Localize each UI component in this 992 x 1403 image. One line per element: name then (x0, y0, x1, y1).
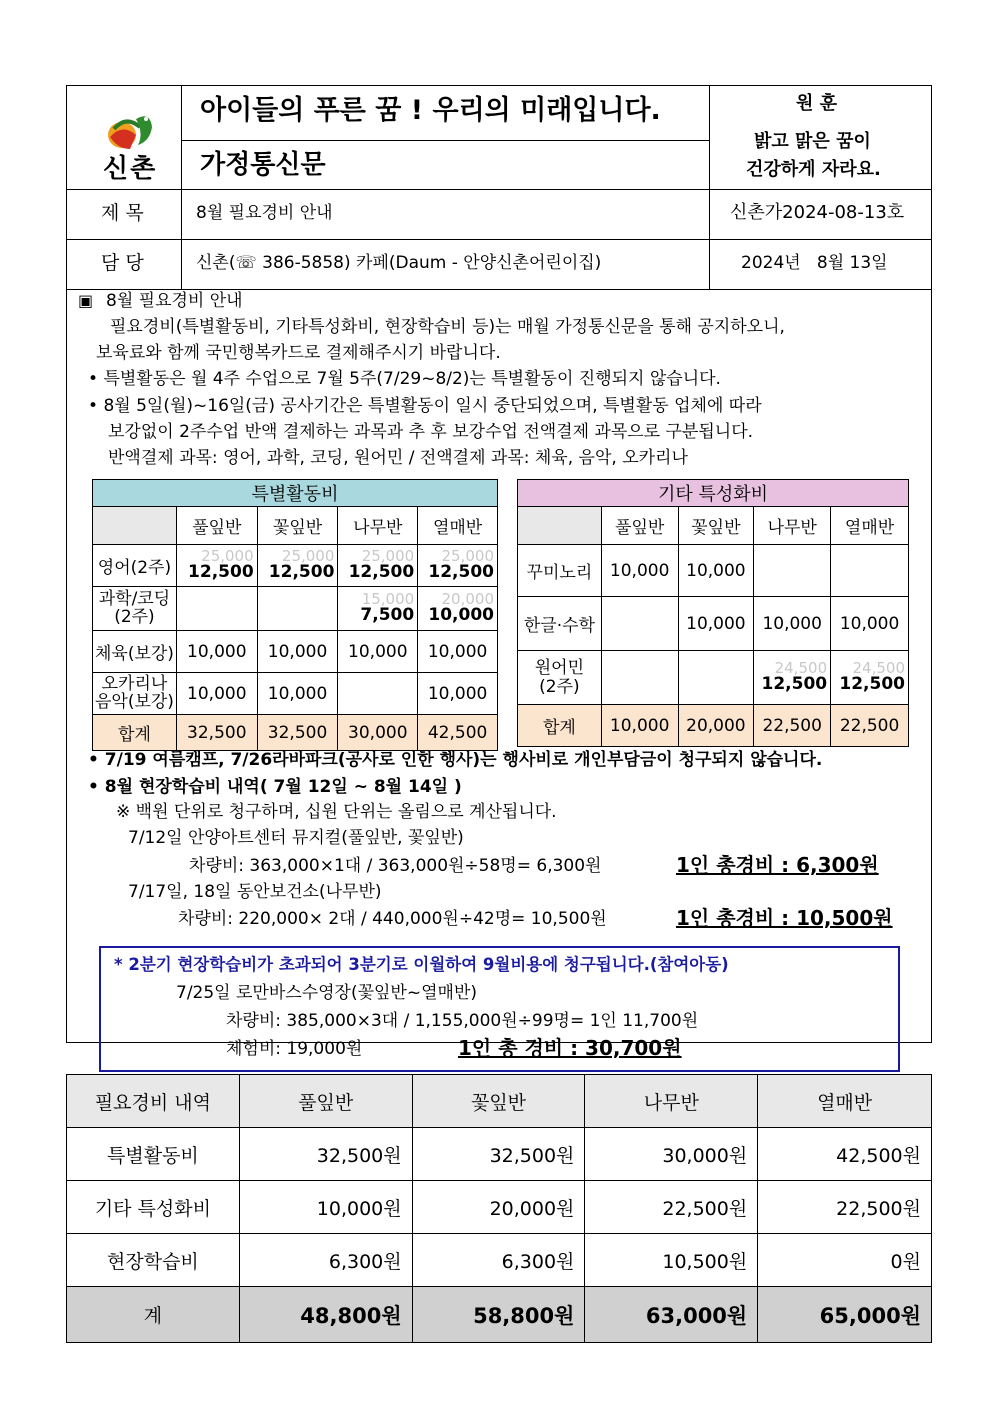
summary-total-label: 계 (67, 1287, 240, 1343)
fee-cell (257, 587, 338, 631)
fee-value: 12,500 (268, 562, 335, 583)
trip-1-calc: 차량비: 363,000×1대 / 363,000원÷58명= 6,300원 (189, 856, 602, 876)
fee-cell: 10,000 (831, 597, 909, 651)
summary-total-cell: 48,800원 (239, 1287, 412, 1343)
issue-date: 2024년 8월 13일 (741, 253, 888, 273)
summary-table (66, 1074, 932, 1343)
carryover-notice: * 2분기 현장학습비가 초과되어 3분기로 이월하여 9월비용에 청구됩니다.(참여아동) (114, 955, 729, 974)
row-label-line1: 원어민 (534, 657, 585, 678)
class-header: 풀잎반 (176, 507, 257, 545)
class-header: 꽃잎반 (678, 507, 754, 545)
fee-value: 12,500 (188, 562, 254, 583)
summary-cell: 32,500원 (239, 1128, 412, 1181)
special-activity-table (92, 479, 498, 751)
summary-cell: 30,000원 (585, 1128, 758, 1181)
summary-cell: 22,500원 (585, 1181, 758, 1234)
total-cell: 32,500 (176, 715, 257, 751)
row-label (93, 673, 177, 715)
summary-header: 나무반 (585, 1075, 758, 1128)
summary-header: 필요경비 내역 (67, 1075, 240, 1128)
fee-value: 7,500 (360, 605, 415, 626)
fee-value: 12,500 (761, 674, 828, 695)
class-header: 열매반 (418, 507, 498, 545)
fee-cell: 10,000 (601, 545, 678, 597)
summary-header: 열매반 (758, 1075, 932, 1128)
box-bullet-icon: ▣ (78, 291, 94, 310)
contact-label: 담 당 (101, 252, 144, 274)
class-header: 꽃잎반 (257, 507, 338, 545)
slogan: 아이들의 푸른 꿈 ! 우리의 미래입니다. (200, 95, 661, 126)
intro-line1: 필요경비(특별활동비, 기타특성화비, 현장학습비 등)는 매월 가정통신문을 통해 공지하오니, (110, 317, 785, 337)
subject: 8월 필요경비 안내 (196, 203, 333, 223)
orig-fee: 15,000 (361, 590, 415, 609)
trip-1-total: 1인 총경비 : 6,300원 (676, 853, 879, 877)
carryover-experience: 체험비: 19,000원 (226, 1039, 363, 1059)
summary-cell: 32,500원 (412, 1128, 585, 1181)
orig-fee: 20,000 (441, 590, 494, 609)
fee-value: 12,500 (428, 562, 494, 583)
orig-fee: 25,000 (361, 547, 415, 566)
trip-2: 7/17일, 18일 동안보건소(나무반) (128, 882, 382, 902)
fee-cell (176, 545, 257, 587)
row-label-line2: (2주) (539, 676, 580, 697)
trip-2-calc: 차량비: 220,000× 2대 / 440,000원÷42명= 10,500원 (178, 909, 607, 929)
bullet-2a: • 8월 5일(월)~16일(금) 공사기간은 특별활동이 일시 중단되었으며, 특별활동 업체에 따라 (88, 396, 762, 416)
row-label (93, 587, 177, 631)
row-label: 영어(2주) (93, 545, 177, 587)
row-label (518, 651, 602, 705)
orig-fee: 25,000 (281, 547, 335, 566)
bullet-3-text: 7/19 여름캠프, 7/26라바파크(공사로 인한 행사)는 행사비로 개인부담금이 청구되지 않습니다. (104, 750, 823, 770)
contact-rest: 386-5858) 카페(Daum - 안양신촌어린이집) (256, 253, 602, 273)
summary-cell: 42,500원 (758, 1128, 932, 1181)
fee-cell: 10,000 (678, 545, 754, 597)
summary-header: 풀잎반 (239, 1075, 412, 1128)
orig-fee: 25,000 (441, 547, 494, 566)
motto-title: 원 훈 (796, 93, 838, 114)
intro-line2: 보육료와 함께 국민행복카드로 결제해주시기 바랍니다. (96, 343, 501, 363)
row-label: 체육(보강) (93, 631, 177, 673)
class-header: 풀잎반 (601, 507, 678, 545)
fee-cell (338, 673, 418, 715)
row-label-line1: 과학/코딩 (98, 588, 171, 609)
bullet-2c: 반액결제 과목: 영어, 과학, 코딩, 원어민 / 전액결제 과목: 체육, 음악, 오카리나 (108, 448, 688, 468)
summary-cell: 10,500원 (585, 1234, 758, 1287)
phone-icon: ☏ (235, 253, 257, 273)
other-title: 기타 특성화비 (518, 480, 909, 507)
fee-cell (418, 587, 498, 631)
trip-1: 7/12일 안양아트센터 뮤지컬(풀잎반, 꽃잎반) (128, 828, 464, 848)
fee-cell: 10,000 (176, 673, 257, 715)
issue-number: 신촌가2024-08-13호 (730, 202, 905, 223)
fee-cell (418, 545, 498, 587)
motto-line1: 밝고 맑은 꿈이 (754, 131, 871, 152)
summary-cell: 6,300원 (239, 1234, 412, 1287)
summary-total-cell: 65,000원 (758, 1287, 932, 1343)
summary-row-label: 현장학습비 (67, 1234, 240, 1287)
summary-cell: 20,000원 (412, 1181, 585, 1234)
contact-prefix: 신촌( (196, 253, 236, 273)
rounding-note: ※ 백원 단위로 청구하며, 십원 단위는 올림으로 계산됩니다. (116, 802, 557, 822)
class-header: 나무반 (338, 507, 418, 545)
class-header: 나무반 (754, 507, 831, 545)
total-label: 합계 (93, 715, 177, 751)
fee-cell (831, 651, 909, 705)
orig-fee: 24,500 (852, 659, 905, 678)
total-cell: 32,500 (257, 715, 338, 751)
fee-cell: 10,000 (418, 631, 498, 673)
fee-cell: 10,000 (754, 597, 831, 651)
fee-cell: 10,000 (678, 597, 754, 651)
fee-value: 12,500 (839, 674, 905, 695)
bullet-3: • 7/19 여름캠프, 7/26라바파크(공사로 인한 행사)는 행사비로 개인부담금이 청구되지 않습니다. (88, 750, 823, 770)
trip-2-total: 1인 총경비 : 10,500원 (676, 906, 893, 930)
bullet-1: • 특별활동은 월 4주 수업으로 7월 5주(7/29~8/2)는 특별활동이 진행되지 않습니다. (88, 369, 721, 389)
subject-label: 제 목 (101, 202, 144, 224)
row-label: 꾸미노리 (518, 545, 602, 597)
row-label-line2: (2주) (114, 606, 155, 627)
newsletter-title: 가정통신문 (200, 150, 326, 180)
carryover-total: 1인 총 경비 : 30,700원 (458, 1036, 682, 1060)
fee-cell (754, 651, 831, 705)
shinchon-logo-icon (100, 105, 160, 155)
contact (196, 255, 601, 272)
total-cell: 20,000 (678, 705, 754, 747)
total-label: 합계 (518, 705, 602, 747)
fee-cell (257, 545, 338, 587)
fee-cell: 10,000 (418, 673, 498, 715)
summary-total-cell: 58,800원 (412, 1287, 585, 1343)
bullet-2b: 보강없이 2주수업 반액 결제하는 과목과 추 후 보강수업 전액결제 과목으로 구분됩니다. (108, 422, 754, 442)
fee-cell: 10,000 (338, 631, 418, 673)
summary-cell: 0원 (758, 1234, 932, 1287)
fee-cell: 10,000 (257, 673, 338, 715)
total-cell: 22,500 (831, 705, 909, 747)
bullet-4: • 8월 현장학습비 내역( 7월 12일 ~ 8월 14일 ) (88, 777, 462, 797)
fee-cell: 10,000 (257, 631, 338, 673)
summary-cell: 6,300원 (412, 1234, 585, 1287)
summary-row-label: 기타 특성화비 (67, 1181, 240, 1234)
summary-total-cell: 63,000원 (585, 1287, 758, 1343)
row-label: 한글·수학 (518, 597, 602, 651)
summary-cell: 10,000원 (239, 1181, 412, 1234)
corner-cell (518, 507, 602, 545)
fee-cell (601, 651, 678, 705)
fee-cell (176, 587, 257, 631)
logo-text: 신촌 (103, 154, 158, 184)
bullet-4-text: 8월 현장학습비 내역( 7월 12일 ~ 8월 14일 ) (104, 777, 462, 797)
fee-cell (338, 587, 418, 631)
summary-cell: 22,500원 (758, 1181, 932, 1234)
fee-cell (678, 651, 754, 705)
orig-fee: 24,500 (774, 659, 828, 678)
carryover-trip: 7/25일 로만바스수영장(꽃잎반~열매반) (176, 983, 477, 1003)
summary-header: 꽃잎반 (412, 1075, 585, 1128)
carryover-calc: 차량비: 385,000×3대 / 1,155,000원÷99명= 1인 11,700원 (226, 1011, 699, 1031)
class-header: 열매반 (831, 507, 909, 545)
summary-row-label: 특별활동비 (67, 1128, 240, 1181)
motto-line2: 건강하게 자라요. (746, 159, 881, 180)
fee-value: 12,500 (348, 562, 415, 583)
fee-cell: 10,000 (176, 631, 257, 673)
total-cell: 42,500 (418, 715, 498, 751)
fee-cell (601, 597, 678, 651)
total-cell: 30,000 (338, 715, 418, 751)
row-label-line1: 오카리나 (101, 673, 168, 694)
other-specialization-table (517, 479, 909, 747)
orig-fee: 25,000 (201, 547, 254, 566)
special-title: 특별활동비 (93, 480, 498, 507)
fee-value: 10,000 (428, 605, 494, 626)
total-cell: 10,000 (601, 705, 678, 747)
fee-cell (831, 545, 909, 597)
fee-cell (754, 545, 831, 597)
bullet-1-text: 특별활동은 월 4주 수업으로 7월 5주(7/29~8/2)는 특별활동이 진행되지 않습니다. (103, 369, 721, 389)
section-title: 8월 필요경비 안내 (106, 291, 243, 311)
bullet-2a-text: 8월 5일(월)~16일(금) 공사기간은 특별활동이 일시 중단되었으며, 특별활동 업체에 따라 (103, 396, 762, 416)
total-cell: 22,500 (754, 705, 831, 747)
row-label-line2: 음악(보강) (94, 691, 174, 712)
corner-cell (93, 507, 177, 545)
fee-cell (338, 545, 418, 587)
